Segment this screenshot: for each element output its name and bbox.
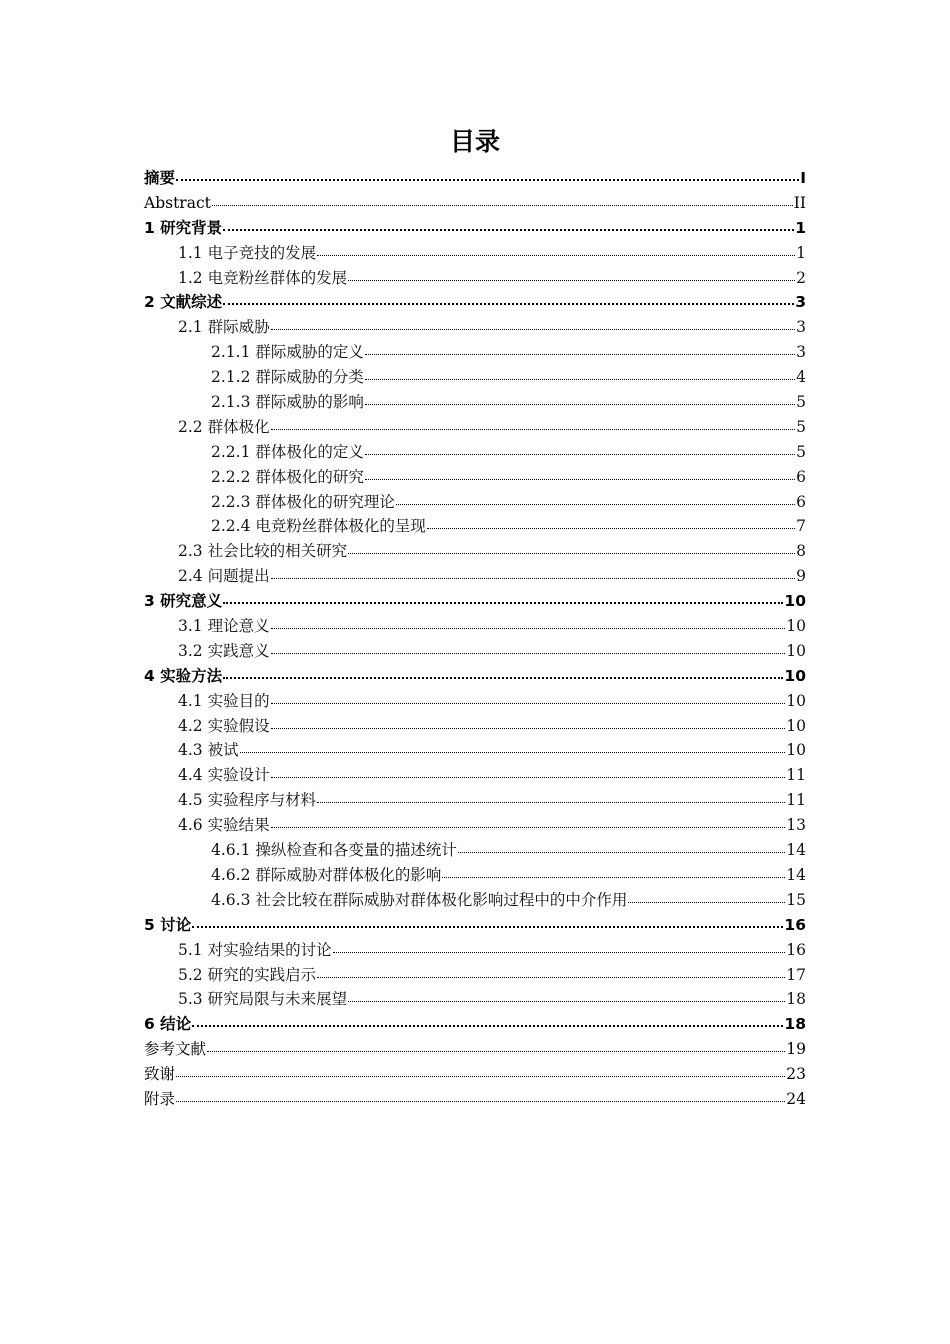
toc-entry[interactable] <box>144 913 806 938</box>
toc-entry-page-number: 19 <box>786 1040 806 1059</box>
toc-entry-page-number: 10 <box>786 617 806 636</box>
toc-entry-page-number: 14 <box>786 841 806 860</box>
toc-entry[interactable] <box>144 365 806 390</box>
toc-entry-label: 2.2.4 电竞粉丝群体极化的呈现 <box>211 517 426 536</box>
toc-entry[interactable] <box>144 763 806 788</box>
toc-entry-page-number: 3 <box>795 293 806 312</box>
toc-entry-label: 2.3 社会比较的相关研究 <box>178 542 348 561</box>
toc-dot-leader <box>240 747 786 753</box>
toc-entry-label: 4.6 实验结果 <box>178 816 270 835</box>
toc-entry[interactable] <box>144 539 806 564</box>
toc-dot-leader <box>348 996 785 1002</box>
table-of-contents <box>144 166 806 1112</box>
toc-entry-page-number: 24 <box>786 1089 806 1108</box>
toc-entry-page-number: 3 <box>796 343 806 362</box>
toc-dot-leader <box>365 474 795 480</box>
toc-entry[interactable] <box>144 290 806 315</box>
toc-entry[interactable] <box>144 340 806 365</box>
toc-dot-leader <box>271 324 796 330</box>
toc-dot-leader <box>223 597 783 604</box>
toc-entry-page-number: 8 <box>796 542 806 561</box>
toc-entry[interactable] <box>144 390 806 415</box>
toc-entry[interactable] <box>144 788 806 813</box>
toc-dot-leader <box>348 275 795 281</box>
toc-entry-page-number: 13 <box>786 816 806 835</box>
toc-entry-page-number: I <box>800 169 806 187</box>
toc-entry-page-number: 14 <box>786 865 806 884</box>
toc-entry[interactable] <box>144 1037 806 1062</box>
toc-entry-page-number: 10 <box>786 716 806 735</box>
toc-entry-label: 3 研究意义 <box>144 592 223 611</box>
toc-dot-leader <box>271 723 786 729</box>
toc-dot-leader <box>271 648 786 654</box>
toc-dot-leader <box>317 250 795 256</box>
toc-entry[interactable] <box>144 191 806 216</box>
page-title: 目录 <box>449 127 500 156</box>
toc-entry[interactable] <box>144 440 806 465</box>
toc-entry[interactable] <box>144 490 806 515</box>
toc-dot-leader <box>207 1046 785 1052</box>
toc-entry[interactable] <box>144 614 806 639</box>
toc-entry[interactable] <box>144 888 806 913</box>
toc-entry[interactable] <box>144 689 806 714</box>
toc-entry-label: 摘要 <box>144 169 176 187</box>
toc-entry[interactable] <box>144 514 806 539</box>
toc-dot-leader <box>317 797 785 803</box>
toc-entry-label: 6 结论 <box>144 1015 192 1034</box>
toc-entry-label: 2.1.3 群际威胁的影响 <box>211 393 364 412</box>
toc-entry-page-number: 9 <box>796 567 806 586</box>
toc-entry[interactable] <box>144 465 806 490</box>
toc-entry[interactable] <box>144 241 806 266</box>
toc-entry[interactable] <box>144 564 806 589</box>
toc-entry-label: 3.2 实践意义 <box>178 641 270 660</box>
toc-entry[interactable] <box>144 216 806 241</box>
toc-entry-label: 参考文献 <box>144 1040 207 1059</box>
toc-entry-label: 附录 <box>144 1089 176 1108</box>
toc-dot-leader <box>396 499 795 505</box>
toc-entry-label: 2.2.2 群体极化的研究 <box>211 467 364 486</box>
toc-entry-label: 2.4 问题提出 <box>178 567 270 586</box>
toc-entry-label: 3.1 理论意义 <box>178 617 270 636</box>
toc-dot-leader <box>271 573 796 579</box>
toc-entry-label: 2.2.3 群体极化的研究理论 <box>211 492 395 511</box>
toc-entry-label: 4.3 被试 <box>178 741 239 760</box>
toc-dot-leader <box>365 374 795 380</box>
toc-entry[interactable] <box>144 589 806 614</box>
toc-entry-page-number: 1 <box>796 243 806 262</box>
toc-entry-page-number: 16 <box>784 915 806 934</box>
toc-entry-page-number: 10 <box>786 691 806 710</box>
toc-entry-label: 4.2 实验假设 <box>178 716 270 735</box>
toc-entry[interactable] <box>144 714 806 739</box>
toc-dot-leader <box>192 921 783 928</box>
toc-dot-leader <box>317 972 785 978</box>
toc-entry-label: 5.1 对实验结果的讨论 <box>178 940 332 959</box>
toc-entry[interactable] <box>144 664 806 689</box>
toc-dot-leader <box>192 1020 783 1027</box>
toc-entry-page-number: 7 <box>796 517 806 536</box>
toc-entry-page-number: 10 <box>784 666 806 685</box>
toc-dot-leader <box>458 847 785 853</box>
toc-dot-leader <box>271 698 786 704</box>
toc-entry-label: 1.2 电竞粉丝群体的发展 <box>178 268 348 287</box>
toc-entry-label: 2.1 群际威胁 <box>178 318 270 337</box>
toc-entry[interactable] <box>144 1012 806 1037</box>
toc-entry-page-number: 11 <box>786 766 806 785</box>
toc-entry[interactable] <box>144 813 806 838</box>
toc-entry-label: 2.1.2 群际威胁的分类 <box>211 368 364 387</box>
toc-entry-label: 4.1 实验目的 <box>178 691 270 710</box>
toc-dot-leader <box>271 772 786 778</box>
toc-entry-label: 4.6.2 群际威胁对群体极化的影响 <box>211 865 442 884</box>
toc-dot-leader <box>348 548 795 554</box>
toc-entry-page-number: 6 <box>796 492 806 511</box>
toc-entry-page-number: 15 <box>786 890 806 909</box>
toc-dot-leader <box>176 174 799 181</box>
toc-entry[interactable] <box>144 315 806 340</box>
toc-entry-page-number: 11 <box>786 791 806 810</box>
toc-dot-leader <box>271 822 786 828</box>
toc-entry-page-number: 5 <box>796 393 806 412</box>
toc-entry-page-number: 17 <box>786 965 806 984</box>
toc-entry[interactable] <box>144 1062 806 1087</box>
toc-entry-page-number: 5 <box>796 442 806 461</box>
toc-entry[interactable] <box>144 415 806 440</box>
toc-entry-page-number: 18 <box>786 990 806 1009</box>
toc-dot-leader <box>271 424 796 430</box>
toc-entry-label: 2.1.1 群际威胁的定义 <box>211 343 364 362</box>
toc-entry-page-number: 2 <box>796 268 806 287</box>
toc-entry-label: 4.6.3 社会比较在群际威胁对群体极化影响过程中的中介作用 <box>211 890 628 909</box>
toc-entry-label: 2.2.1 群体极化的定义 <box>211 442 364 461</box>
toc-dot-leader <box>442 872 785 878</box>
toc-entry-label: 2.2 群体极化 <box>178 417 270 436</box>
toc-entry-label: 4.6.1 操纵检查和各变量的描述统计 <box>211 841 457 860</box>
toc-dot-leader <box>365 349 795 355</box>
toc-entry-page-number: 16 <box>786 940 806 959</box>
toc-dot-leader <box>365 449 795 455</box>
toc-entry-page-number: 5 <box>796 417 806 436</box>
toc-entry[interactable] <box>144 738 806 763</box>
toc-entry[interactable] <box>144 938 806 963</box>
toc-entry-label: 1 研究背景 <box>144 218 223 237</box>
toc-entry[interactable] <box>144 838 806 863</box>
toc-entry-page-number: 3 <box>796 318 806 337</box>
toc-entry-label: 致谢 <box>144 1065 176 1084</box>
toc-entry-label: 5.3 研究局限与未来展望 <box>178 990 348 1009</box>
toc-entry[interactable] <box>144 987 806 1012</box>
toc-entry[interactable] <box>144 266 806 291</box>
toc-entry-label: 5 讨论 <box>144 915 192 934</box>
toc-dot-leader <box>628 897 785 903</box>
toc-entry[interactable] <box>144 639 806 664</box>
toc-entry[interactable] <box>144 1087 806 1112</box>
toc-entry-page-number: 1 <box>795 218 806 237</box>
toc-entry-label: 1.1 电子竞技的发展 <box>178 243 317 262</box>
toc-dot-leader <box>223 672 783 679</box>
toc-dot-leader <box>176 1071 785 1077</box>
toc-entry-page-number: 6 <box>796 467 806 486</box>
toc-dot-leader <box>223 298 794 305</box>
toc-dot-leader <box>223 224 794 231</box>
toc-entry-label: 4 实验方法 <box>144 666 223 685</box>
toc-entry-page-number: 4 <box>796 368 806 387</box>
toc-entry-label: 4.5 实验程序与材料 <box>178 791 317 810</box>
toc-entry-label: Abstract <box>144 193 211 212</box>
toc-dot-leader <box>212 200 793 206</box>
toc-entry-label: 2 文献综述 <box>144 293 223 312</box>
toc-entry-page-number: II <box>793 193 806 212</box>
toc-entry[interactable] <box>144 166 806 191</box>
toc-entry-page-number: 23 <box>786 1065 806 1084</box>
toc-dot-leader <box>365 399 795 405</box>
toc-entry[interactable] <box>144 863 806 888</box>
toc-entry-page-number: 10 <box>786 641 806 660</box>
toc-entry[interactable] <box>144 963 806 988</box>
toc-entry-page-number: 10 <box>786 741 806 760</box>
toc-dot-leader <box>271 623 786 629</box>
toc-entry-label: 4.4 实验设计 <box>178 766 270 785</box>
toc-dot-leader <box>427 523 795 529</box>
toc-dot-leader <box>176 1096 785 1102</box>
toc-entry-page-number: 18 <box>784 1015 806 1034</box>
toc-entry-label: 5.2 研究的实践启示 <box>178 965 317 984</box>
toc-entry-page-number: 10 <box>784 592 806 611</box>
toc-dot-leader <box>333 947 786 953</box>
